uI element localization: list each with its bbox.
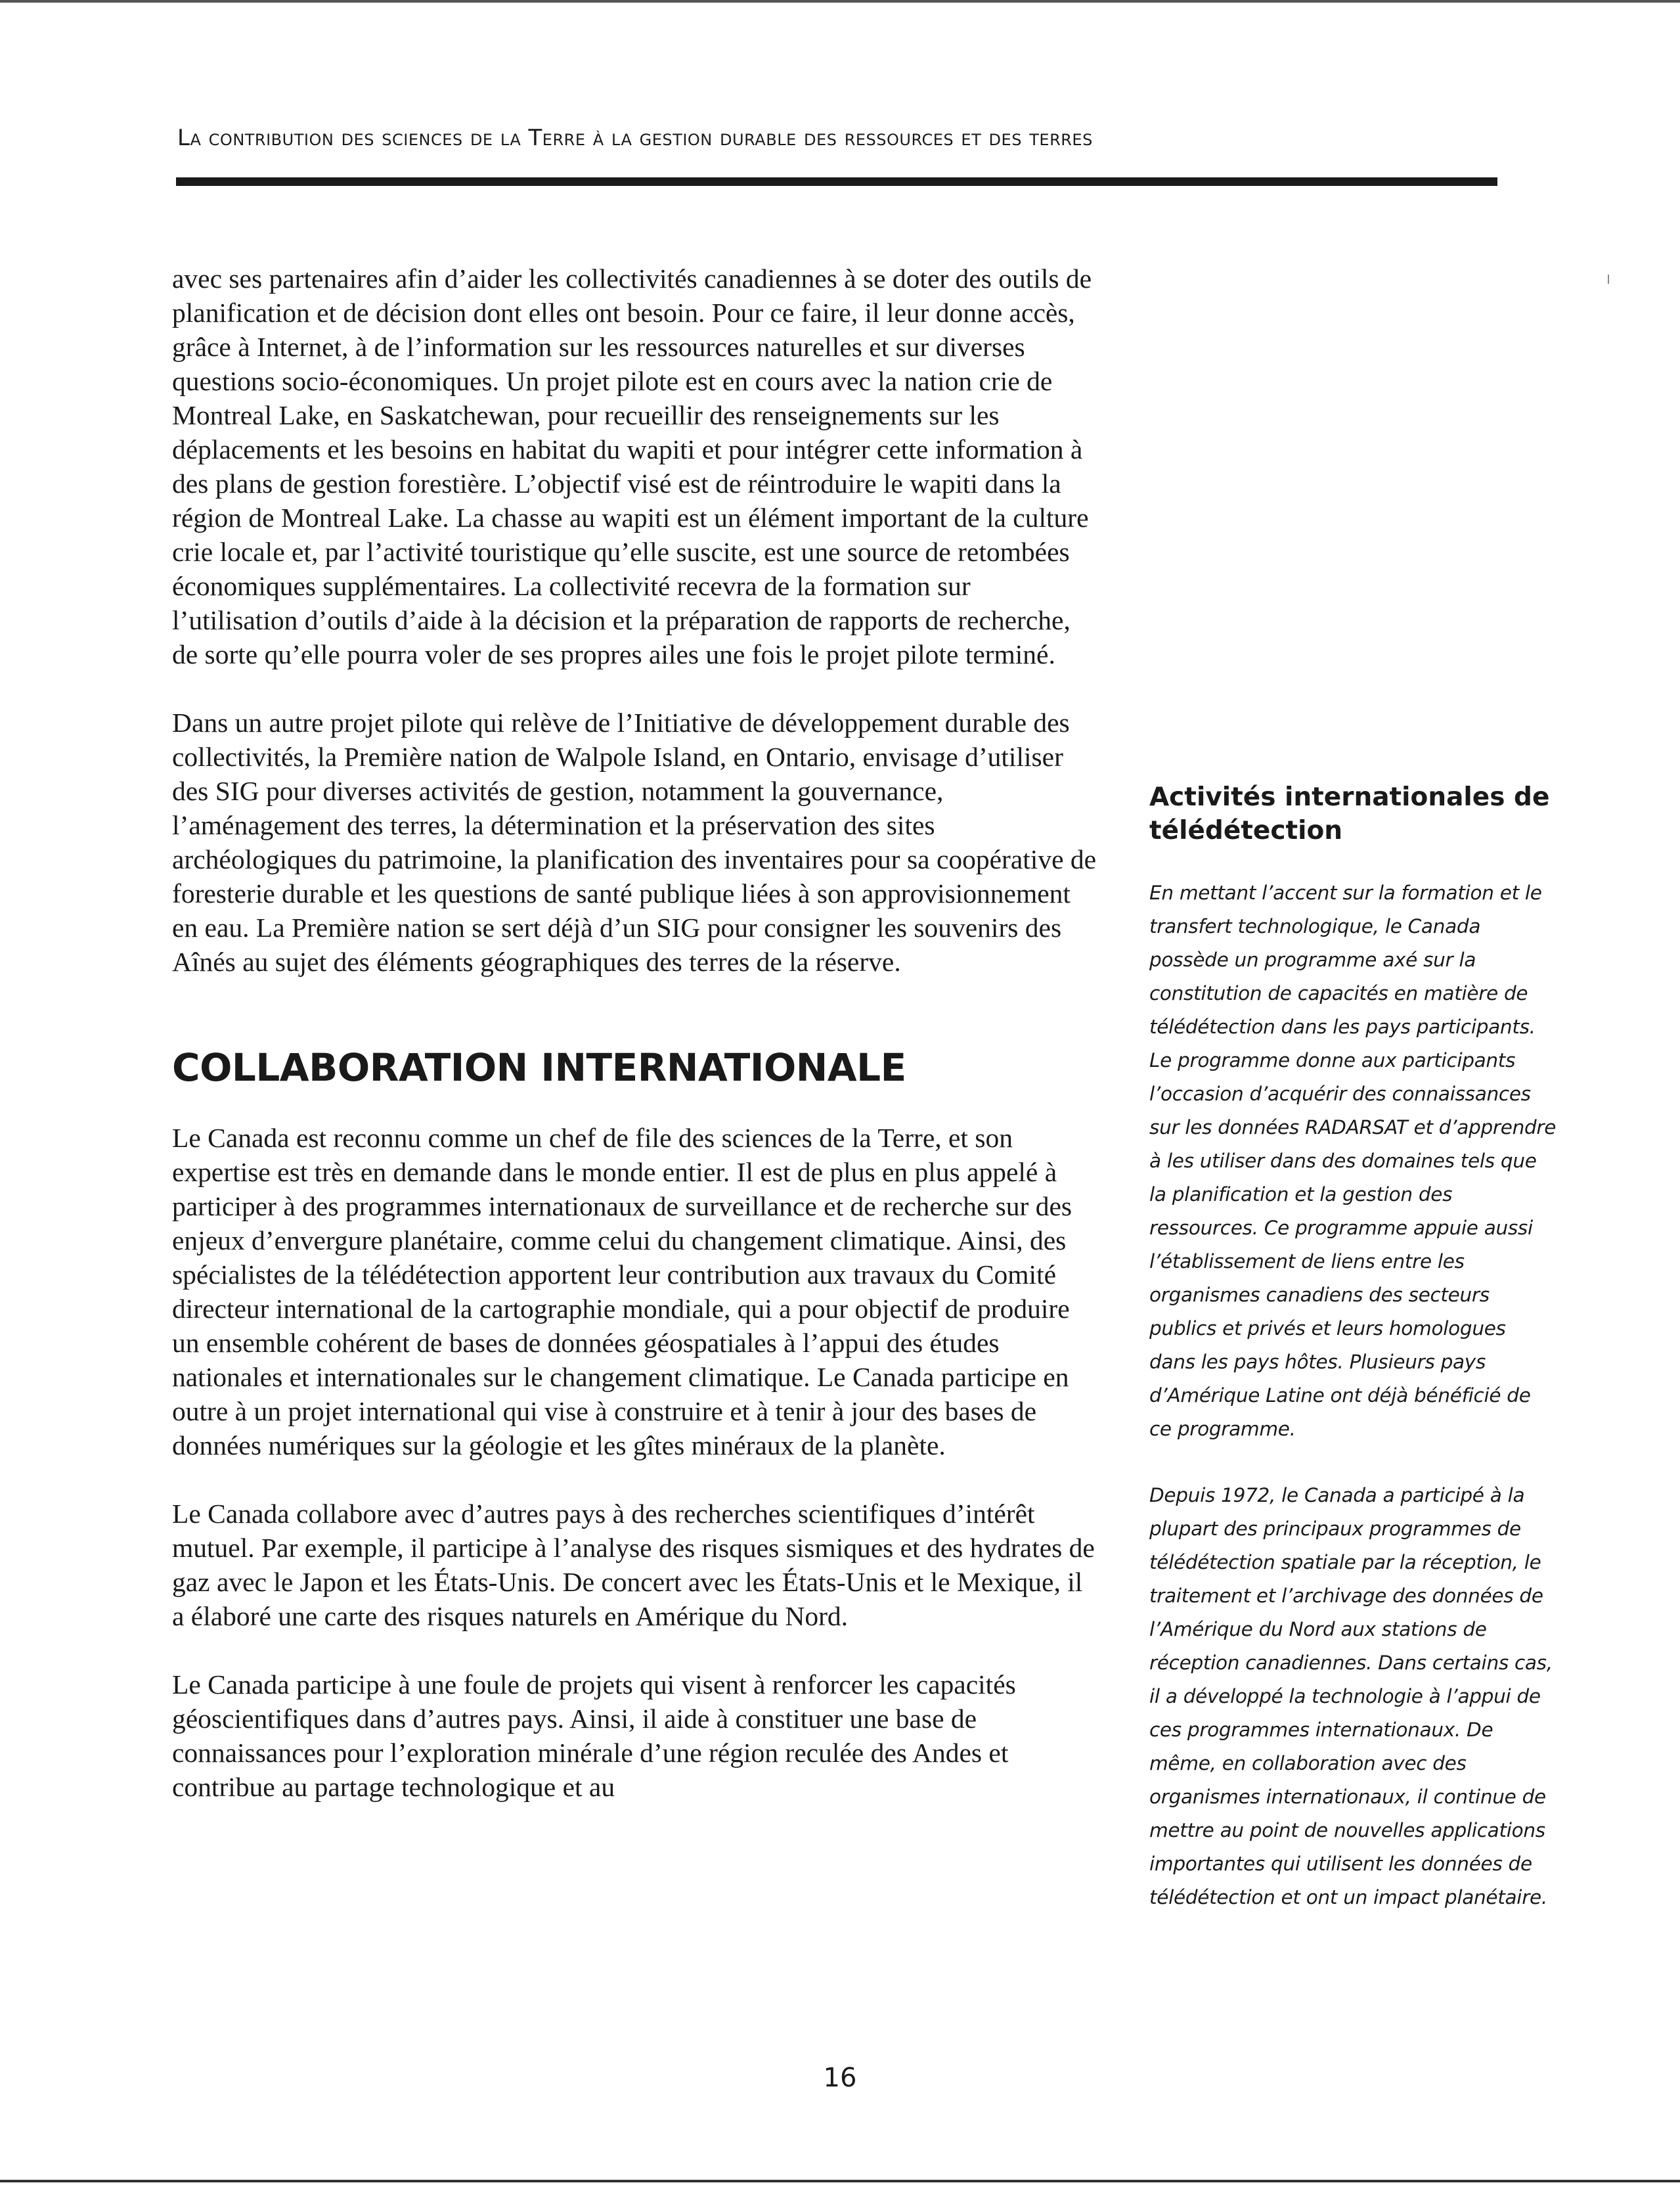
header-rule [176, 177, 1497, 186]
main-column [172, 261, 1098, 1838]
body-paragraph: Le Canada participe à une foule de projets qui visent à renforcer les capacités géoscientifiques dans d’autres pays. Ainsi, il aide à constituer une base de connaissances pour l’exploration minérale d’une région reculée des Andes et contribue au partage technologique et au [172, 1669, 1016, 1802]
scan-top-border [0, 0, 1680, 3]
body-paragraph: Le Canada collabore avec d’autres pays à des recherches scientifiques d’intérêt mutuel. Par exemple, il participe à l’analyse des risques sismiques et des hydrates de gaz avec le Japon et les États-Unis. De concert avec les États-Unis et le Mexique, il a élaboré une carte des risques naturels en Amérique du Nord. [172, 1499, 1095, 1631]
sidebar-paragraph: Depuis 1972, le Canada a participé à la plupart des principaux programmes de télédétection spatiale par la réception, le traitement et l’archivage des données de l’Amérique du Nord aux stations de réception canadiennes. Dans certains cas, il a développé la technologie à l’appui de ces programmes internationaux. De même, en collaboration avec des organismes internationaux, il continue de mettre au point de nouvelles applications importantes qui utilisent les données de télédétection et ont un impact planétaire. [1149, 1484, 1553, 1908]
running-header: La contribution des sciences de la Terre à la gestion durable des ressources et des terres [177, 125, 1093, 151]
scan-bottom-border [0, 2180, 1680, 2182]
body-paragraph: Le Canada est reconnu comme un chef de file des sciences de la Terre, et son expertise est très en demande dans le monde entier. Il est de plus en plus appelé à participer à des programmes internationaux de surveillance et de recherche sur des enjeux d’envergure planétaire, comme celui du changement climatique. Ainsi, des spécialistes de la télédétection apportent leur contribution aux travaux du Comité directeur international de la cartographie mondiale, qui a pour objectif de produire un ensemble cohérent de bases de données géospatiales à l’appui des études nationales et internationales sur le changement climatique. Le Canada participe en outre à un projet international qui vise à construire et à tenir à jour des bases de données numériques sur la géologie et les gîtes minéraux de la planète. [172, 1123, 1072, 1460]
sidebar-paragraph: En mettant l’accent sur la formation et le transfert technologique, le Canada possède un programme axé sur la constitution de capacités en matière de télédétection dans les pays participants. Le programme donne aux participants l’occasion d’acquérir des connaissances sur les données RADARSAT et d’apprendre à les utiliser dans des domaines tels que la planification et la gestion des ressources. Ce programme appuie aussi l’établissement de liens entre les organismes canadiens des secteurs publics et privés et leurs homologues dans les pays hôtes. Plusieurs pays d’Amérique Latine ont déjà bénéficié de ce programme. [1149, 882, 1557, 1440]
body-paragraph: avec ses partenaires afin d’aider les collectivités canadiennes à se doter des outils de planification et de décision dont elles ont besoin. Pour ce faire, il leur donne accès, grâce à Internet, à de l’information sur les ressources naturelles et sur diverses questions socio-économiques. Un projet pilote est en cours avec la nation crie de Montreal Lake, en Saskatchewan, pour recueillir des renseignements sur les déplacements et les besoins en habitat du wapiti et pour intégrer cette information à des plans de gestion forestière. L’objectif visé est de réintroduire le wapiti dans la région de Montreal Lake. La chasse au wapiti est un élément important de la culture crie locale et, par l’activité touristique qu’elle suscite, est une source de retombées économiques supplémentaires. La collectivité recevra de la formation sur l’utilisation d’outils d’aide à la décision et la préparation de rapports de recherche, de sorte qu’elle pourra voler de ses propres ailes une fois le projet pilote terminé. [172, 263, 1092, 669]
page-number: 16 [823, 2063, 857, 2093]
sidebar [1149, 780, 1557, 1947]
sidebar-title: Activités internationales de télédétection [1149, 782, 1550, 845]
body-paragraph: Dans un autre projet pilote qui relève de l’Initiative de développement durable des collectivités, la Première nation de Walpole Island, en Ontario, envisage d’utiliser des SIG pour diverses activités de gestion, notamment la gouvernance, l’aménagement des terres, la détermination et la préservation des sites archéologiques du patrimoine, la planification des inventaires pour sa coopérative de foresterie durable et les questions de santé publique liées à son approvisionnement en eau. La Première nation se sert déjà d’un SIG pour consigner les souvenirs des Aînés au sujet des éléments géographiques des terres de la réserve. [172, 708, 1097, 977]
scan-mark [1608, 275, 1609, 284]
section-heading: COLLABORATION INTERNATIONALE [172, 1045, 906, 1090]
